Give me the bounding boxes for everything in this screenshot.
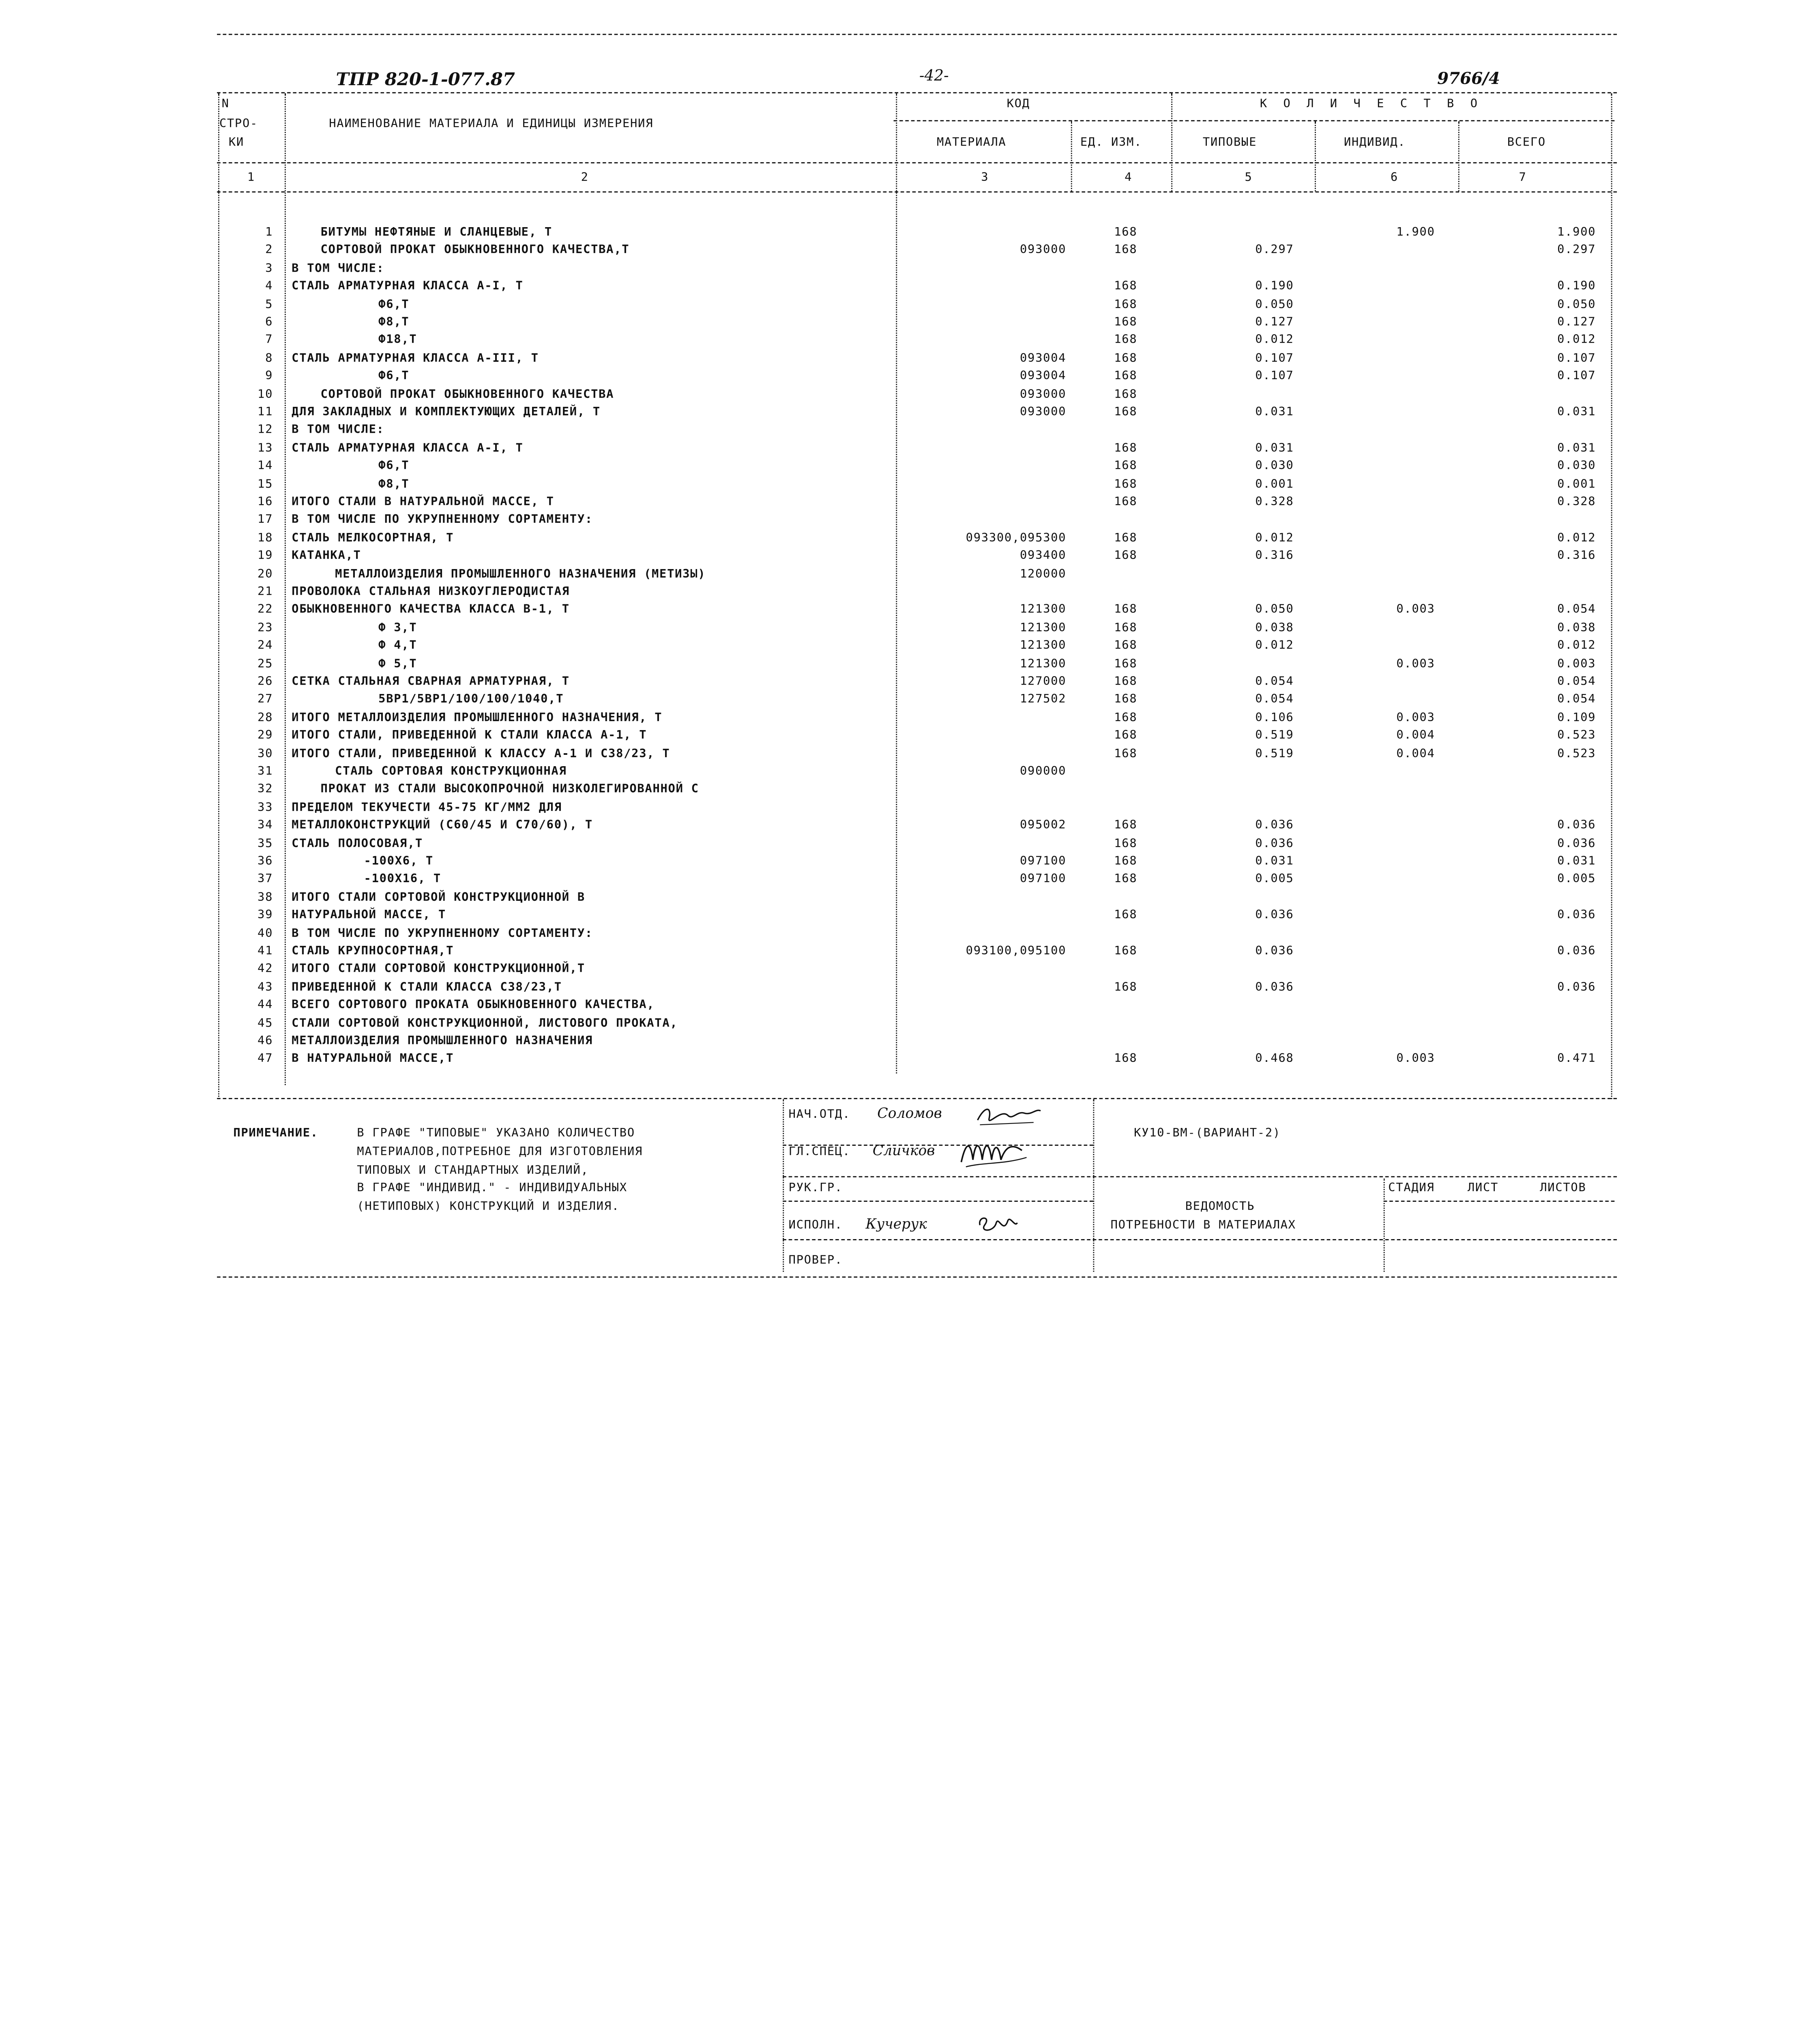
row-name: В НАТУРАЛЬНОЙ МАССЕ,Т — [292, 1053, 454, 1066]
stamp-name-gl-spec: Сличков — [872, 1142, 935, 1159]
row-name: КАТАНКА,Т — [292, 550, 361, 563]
row-unit: 168 — [1114, 442, 1138, 455]
note-line-2: МАТЕРИАЛОВ,ПОТРЕБНОЕ ДЛЯ ИЗГОТОВЛЕНИЯ — [357, 1145, 643, 1159]
row-name: НАТУРАЛЬНОЙ МАССЕ, Т — [292, 909, 446, 922]
row-unit: 168 — [1114, 460, 1138, 473]
row-total: 0.036 — [1557, 837, 1596, 850]
header-top-rule — [217, 92, 1617, 93]
row-number: 36 — [258, 855, 273, 868]
stamp-role-prover: ПРОВЕР. — [788, 1254, 843, 1268]
row-tipovye: 0.012 — [1255, 334, 1294, 347]
row-name: СЕТКА СТАЛЬНАЯ СВАРНАЯ АРМАТУРНАЯ, Т — [292, 675, 570, 689]
row-number: 47 — [258, 1053, 273, 1066]
row-number: 34 — [258, 819, 273, 832]
row-total: 0.471 — [1557, 1053, 1596, 1066]
row-tipovye: 0.036 — [1255, 981, 1294, 994]
row-name: В ТОМ ЧИСЛЕ ПО УКРУПНЕННОМУ СОРТАМЕНТУ: — [292, 927, 593, 940]
row-name: СТАЛЬ МЕЛКОСОРТНАЯ, Т — [292, 532, 454, 545]
row-individ: 0.003 — [1396, 657, 1435, 670]
row-unit: 168 — [1114, 855, 1138, 868]
row-name: Ф6,Т — [378, 460, 410, 473]
stamp-rule-5 — [783, 1239, 1617, 1240]
stamp-sep-1 — [783, 1099, 784, 1272]
row-name: ПРОКАТ ИЗ СТАЛИ ВЫСОКОПРОЧНОЙ НИЗКОЛЕГИРОВАННОЙ С — [320, 783, 699, 797]
row-name: СТАЛЬ АРМАТУРНАЯ КЛАССА А-III, Т — [292, 352, 539, 365]
row-name: Ф6,Т — [378, 298, 410, 311]
row-total: 0.316 — [1557, 550, 1596, 563]
row-name: ИТОГО СТАЛИ, ПРИВЕДЕННОЙ К КЛАССУ А-1 И С38/23, Т — [292, 747, 670, 760]
col-sep-name — [896, 93, 897, 1073]
row-number: 6 — [265, 316, 273, 329]
row-individ: 0.004 — [1396, 747, 1435, 760]
signature-nach-otd — [973, 1104, 1043, 1129]
row-number: 44 — [258, 999, 273, 1012]
row-number: 2 — [265, 244, 273, 257]
row-total: 0.012 — [1557, 532, 1596, 545]
row-total: 0.127 — [1557, 316, 1596, 329]
stamp-rule-2 — [783, 1176, 1617, 1177]
row-unit: 168 — [1114, 352, 1138, 365]
row-number: 8 — [265, 352, 273, 365]
row-number: 5 — [265, 298, 273, 311]
row-tipovye: 0.107 — [1255, 352, 1294, 365]
row-total: 0.107 — [1557, 352, 1596, 365]
row-unit: 168 — [1114, 244, 1138, 257]
row-unit: 168 — [1114, 675, 1138, 689]
row-total: 0.036 — [1557, 981, 1596, 994]
row-name: ИТОГО СТАЛИ В НАТУРАЛЬНОЙ МАССЕ, Т — [292, 496, 554, 509]
col-n-label-3: КИ — [228, 136, 244, 150]
row-name: СТАЛЬ КРУПНОСОРТНАЯ,Т — [292, 945, 454, 958]
note-line-3: ТИПОВЫХ И СТАНДАРТНЫХ ИЗДЕЛИЙ, — [357, 1164, 589, 1177]
album-number: 9766/4 — [1437, 70, 1500, 89]
row-tipovye: 0.106 — [1255, 711, 1294, 724]
note-line-1: В ГРАФЕ "ТИПОВЫЕ" УКАЗАНО КОЛИЧЕСТВО — [357, 1127, 635, 1140]
row-total: 0.031 — [1557, 442, 1596, 455]
row-name: Ф8,Т — [378, 316, 410, 329]
row-unit: 168 — [1114, 711, 1138, 724]
row-number: 29 — [258, 729, 273, 743]
row-number: 31 — [258, 765, 273, 778]
header-bottom-rule — [217, 162, 1617, 163]
row-total: 0.054 — [1557, 604, 1596, 617]
row-tipovye: 0.127 — [1255, 316, 1294, 329]
row-number: 40 — [258, 927, 273, 940]
row-number: 24 — [258, 639, 273, 653]
row-name: СТАЛЬ АРМАТУРНАЯ КЛАССА А-I, Т — [292, 280, 524, 293]
row-tipovye: 0.054 — [1255, 675, 1294, 689]
col-ed-izm-header: ЕД. ИЗМ. — [1080, 136, 1142, 150]
row-name: СТАЛЬ ПОЛОСОВАЯ,Т — [292, 837, 423, 850]
row-total: 0.107 — [1557, 370, 1596, 383]
note-line-4: В ГРАФЕ "ИНДИВИД." - ИНДИВИДУАЛЬНЫХ — [357, 1182, 627, 1195]
row-tipovye: 0.054 — [1255, 693, 1294, 707]
row-tipovye: 0.190 — [1255, 280, 1294, 293]
row-total: 0.003 — [1557, 657, 1596, 670]
stamp-sep-2 — [1093, 1099, 1094, 1272]
row-tipovye: 0.519 — [1255, 729, 1294, 743]
row-number: 41 — [258, 945, 273, 958]
row-material-code: 093000 — [1019, 388, 1067, 401]
row-number: 4 — [265, 280, 273, 293]
row-tipovye: 0.316 — [1255, 550, 1294, 563]
top-scan-line — [217, 34, 1617, 35]
row-tipovye: 0.328 — [1255, 496, 1294, 509]
row-unit: 168 — [1114, 945, 1138, 958]
stamp-rule-4 — [1384, 1201, 1615, 1202]
row-number: 42 — [258, 963, 273, 976]
row-tipovye: 0.001 — [1255, 478, 1294, 491]
row-name: Ф8,Т — [378, 478, 410, 491]
row-unit: 168 — [1114, 909, 1138, 922]
row-total: 0.036 — [1557, 819, 1596, 832]
row-unit: 168 — [1114, 981, 1138, 994]
row-tipovye: 0.031 — [1255, 406, 1294, 419]
row-unit: 168 — [1114, 478, 1138, 491]
row-number: 30 — [258, 747, 273, 760]
row-total: 0.001 — [1557, 478, 1596, 491]
row-individ: 1.900 — [1396, 226, 1435, 239]
row-tipovye: 0.036 — [1255, 945, 1294, 958]
row-tipovye: 0.297 — [1255, 244, 1294, 257]
row-name: Ф 4,Т — [378, 639, 417, 653]
row-material-code: 127000 — [1019, 675, 1067, 689]
table-bottom-rule — [217, 1098, 1617, 1099]
row-material-code: 121300 — [1019, 604, 1067, 617]
row-number: 33 — [258, 801, 273, 814]
row-unit: 168 — [1114, 280, 1138, 293]
row-total: 0.031 — [1557, 855, 1596, 868]
row-name: Ф 3,Т — [378, 621, 417, 635]
row-number: 37 — [258, 873, 273, 886]
row-individ: 0.004 — [1396, 729, 1435, 743]
row-number: 38 — [258, 891, 273, 904]
col-number-7: 7 — [1519, 171, 1527, 185]
row-material-code: 093400 — [1019, 550, 1067, 563]
row-tipovye: 0.036 — [1255, 837, 1294, 850]
row-number: 13 — [258, 442, 273, 455]
col-sep-unit — [1171, 93, 1172, 191]
row-material-code: 093300,095300 — [966, 532, 1067, 545]
row-number: 27 — [258, 693, 273, 707]
row-material-code: 093004 — [1019, 370, 1067, 383]
row-tipovye: 0.012 — [1255, 532, 1294, 545]
row-tipovye: 0.050 — [1255, 604, 1294, 617]
row-total: 0.523 — [1557, 747, 1596, 760]
row-name: ИТОГО СТАЛИ СОРТОВОЙ КОНСТРУКЦИОННОЙ,Т — [292, 963, 585, 976]
col-sep-tip — [1315, 121, 1316, 191]
row-name: Ф6,Т — [378, 370, 410, 383]
stamp-name-nach-otd: Соломов — [877, 1105, 942, 1121]
stamp-name-ispoln: Кучерук — [865, 1216, 927, 1232]
col-sep-code — [1071, 121, 1072, 191]
row-name: СОРТОВОЙ ПРОКАТ ОБЫКНОВЕННОГО КАЧЕСТВА — [320, 388, 614, 401]
row-tipovye: 0.050 — [1255, 298, 1294, 311]
row-total: 0.038 — [1557, 621, 1596, 635]
row-name: МЕТАЛЛОИЗДЕЛИЯ ПРОМЫШЛЕННОГО НАЗНАЧЕНИЯ — [292, 1035, 593, 1048]
row-unit: 168 — [1114, 532, 1138, 545]
col-n-label-2: СТРО- — [219, 118, 258, 131]
col-sep-left — [218, 93, 219, 1099]
col-material-header: МАТЕРИАЛА — [936, 136, 1007, 150]
col-name-header: НАИМЕНОВАНИЕ МАТЕРИАЛА И ЕДИНИЦЫ ИЗМЕРЕНИЯ — [329, 118, 654, 131]
row-number: 25 — [258, 657, 273, 670]
row-name: БИТУМЫ НЕФТЯНЫЕ И СЛАНЦЕВЫЕ, Т — [320, 226, 552, 239]
stamp-sep-3 — [1384, 1178, 1385, 1272]
row-material-code: 095002 — [1019, 819, 1067, 832]
row-material-code: 121300 — [1019, 639, 1067, 653]
col-n-label-1: N — [221, 98, 230, 111]
stamp-role-nach-otd: НАЧ.ОТД. — [788, 1108, 851, 1121]
row-material-code: 121300 — [1019, 657, 1067, 670]
row-name: ИТОГО МЕТАЛЛОИЗДЕЛИЯ ПРОМЫШЛЕННОГО НАЗНАЧЕНИЯ, Т — [292, 711, 663, 724]
row-unit: 168 — [1114, 496, 1138, 509]
row-material-code: 097100 — [1019, 855, 1067, 868]
stamp-role-ispoln: ИСПОЛН. — [788, 1219, 843, 1232]
col-sep-ind — [1458, 121, 1459, 191]
row-unit: 168 — [1114, 406, 1138, 419]
row-total: 0.050 — [1557, 298, 1596, 311]
row-unit: 168 — [1114, 657, 1138, 670]
row-name: СТАЛЬ СОРТОВАЯ КОНСТРУКЦИОННАЯ — [335, 765, 567, 778]
row-name: -100Х16, Т — [364, 873, 442, 886]
row-number: 35 — [258, 837, 273, 850]
col-number-5: 5 — [1245, 171, 1253, 185]
row-tipovye: 0.519 — [1255, 747, 1294, 760]
row-name: Ф 5,Т — [378, 657, 417, 670]
col-sep-n — [285, 93, 286, 1085]
numbers-bottom-rule — [217, 191, 1617, 193]
row-name: ИТОГО СТАЛИ, ПРИВЕДЕННОЙ К СТАЛИ КЛАССА А-1, Т — [292, 729, 647, 743]
row-tipovye: 0.012 — [1255, 639, 1294, 653]
col-number-2: 2 — [581, 171, 589, 185]
note-line-5: (НЕТИПОВЫХ) КОНСТРУКЦИЙ И ИЗДЕЛИЯ. — [357, 1201, 620, 1214]
row-number: 12 — [258, 424, 273, 437]
row-name: В ТОМ ЧИСЛЕ: — [292, 424, 384, 437]
row-name: ПРЕДЕЛОМ ТЕКУЧЕСТИ 45-75 КГ/ММ2 ДЛЯ — [292, 801, 562, 814]
row-tipovye: 0.031 — [1255, 855, 1294, 868]
row-unit: 168 — [1114, 370, 1138, 383]
row-number: 46 — [258, 1035, 273, 1048]
row-name: ДЛЯ ЗАКЛАДНЫХ И КОМПЛЕКТУЮЩИХ ДЕТАЛЕЙ, Т — [292, 406, 601, 419]
row-material-code: 093004 — [1019, 352, 1067, 365]
row-number: 18 — [258, 532, 273, 545]
row-material-code: 093100,095100 — [966, 945, 1067, 958]
row-tipovye: 0.468 — [1255, 1053, 1294, 1066]
row-number: 39 — [258, 909, 273, 922]
row-tipovye: 0.038 — [1255, 621, 1294, 635]
row-name: В ТОМ ЧИСЛЕ: — [292, 262, 384, 275]
stamp-stadia: СТАДИЯ — [1388, 1182, 1435, 1195]
col-tipovye-header: ТИПОВЫЕ — [1202, 136, 1257, 150]
row-total: 0.054 — [1557, 693, 1596, 707]
row-unit: 168 — [1114, 747, 1138, 760]
row-total: 0.190 — [1557, 280, 1596, 293]
row-unit: 168 — [1114, 621, 1138, 635]
row-total: 1.900 — [1557, 226, 1596, 239]
row-unit: 168 — [1114, 316, 1138, 329]
row-number: 45 — [258, 1017, 273, 1030]
row-name: -100Х6, Т — [364, 855, 434, 868]
stamp-list: ЛИСТ — [1467, 1182, 1499, 1195]
stamp-role-ruk-gr: РУК.ГР. — [788, 1182, 843, 1195]
row-name: ИТОГО СТАЛИ СОРТОВОЙ КОНСТРУКЦИОННОЙ В — [292, 891, 585, 904]
stamp-rule-3 — [783, 1201, 1093, 1202]
row-unit: 168 — [1114, 639, 1138, 653]
row-unit: 168 — [1114, 693, 1138, 707]
row-number: 20 — [258, 567, 273, 581]
row-tipovye: 0.036 — [1255, 909, 1294, 922]
col-number-1: 1 — [247, 171, 255, 185]
col-sep-right — [1611, 93, 1612, 1099]
row-tipovye: 0.036 — [1255, 819, 1294, 832]
row-individ: 0.003 — [1396, 1053, 1435, 1066]
row-name: СТАЛИ СОРТОВОЙ КОНСТРУКЦИОННОЙ, ЛИСТОВОГО ПРОКАТА, — [292, 1017, 678, 1030]
row-name: 5ВР1/5ВР1/100/100/1040,Т — [378, 693, 564, 707]
row-name: Ф18,Т — [378, 334, 417, 347]
row-number: 10 — [258, 388, 273, 401]
row-name: ПРОВОЛОКА СТАЛЬНАЯ НИЗКОУГЛЕРОДИСТАЯ — [292, 586, 570, 599]
row-number: 32 — [258, 783, 273, 797]
row-name: МЕТАЛЛОИЗДЕЛИЯ ПРОМЫШЛЕННОГО НАЗНАЧЕНИЯ (МЕТИЗЫ) — [335, 567, 706, 581]
row-individ: 0.003 — [1396, 711, 1435, 724]
row-tipovye: 0.107 — [1255, 370, 1294, 383]
row-material-code: 093000 — [1019, 244, 1067, 257]
row-number: 22 — [258, 604, 273, 617]
row-unit: 168 — [1114, 298, 1138, 311]
row-total: 0.012 — [1557, 334, 1596, 347]
signature-gl-spec — [957, 1134, 1031, 1174]
sheet-bottom-rule — [217, 1276, 1617, 1278]
row-unit: 168 — [1114, 226, 1138, 239]
row-name: В ТОМ ЧИСЛЕ ПО УКРУПНЕННОМУ СОРТАМЕНТУ: — [292, 513, 593, 527]
row-unit: 168 — [1114, 873, 1138, 886]
row-number: 21 — [258, 586, 273, 599]
row-total: 0.297 — [1557, 244, 1596, 257]
row-number: 43 — [258, 981, 273, 994]
row-name: ОБЫКНОВЕННОГО КАЧЕСТВА КЛАССА В-1, Т — [292, 604, 570, 617]
row-name: СОРТОВОЙ ПРОКАТ ОБЫКНОВЕННОГО КАЧЕСТВА,Т — [320, 244, 630, 257]
row-unit: 168 — [1114, 334, 1138, 347]
doc-code: ТПР 820-1-077.87 — [336, 69, 515, 90]
stamp-title-1: ВЕДОМОСТЬ — [1185, 1201, 1255, 1214]
row-material-code: 120000 — [1019, 567, 1067, 581]
row-tipovye: 0.030 — [1255, 460, 1294, 473]
row-number: 17 — [258, 513, 273, 527]
row-total: 0.523 — [1557, 729, 1596, 743]
row-number: 1 — [265, 226, 273, 239]
col-kolichestvo-header: К О Л И Ч Е С Т В О — [1260, 98, 1482, 111]
row-number: 7 — [265, 334, 273, 347]
row-total: 0.036 — [1557, 945, 1596, 958]
row-name: СТАЛЬ АРМАТУРНАЯ КЛАССА А-I, Т — [292, 442, 524, 455]
row-unit: 168 — [1114, 837, 1138, 850]
row-material-code: 093000 — [1019, 406, 1067, 419]
row-total: 0.030 — [1557, 460, 1596, 473]
row-unit: 168 — [1114, 819, 1138, 832]
row-material-code: 121300 — [1019, 621, 1067, 635]
row-number: 3 — [265, 262, 273, 275]
row-number: 9 — [265, 370, 273, 383]
stamp-title-2: ПОТРЕБНОСТИ В МАТЕРИАЛАХ — [1110, 1219, 1296, 1232]
row-tipovye: 0.031 — [1255, 442, 1294, 455]
row-unit: 168 — [1114, 729, 1138, 743]
row-material-code: 097100 — [1019, 873, 1067, 886]
row-unit: 168 — [1114, 388, 1138, 401]
row-name: ВСЕГО СОРТОВОГО ПРОКАТА ОБЫКНОВЕННОГО КАЧЕСТВА, — [292, 999, 655, 1012]
row-total: 0.005 — [1557, 873, 1596, 886]
row-number: 16 — [258, 496, 273, 509]
note-title: ПРИМЕЧАНИЕ. — [233, 1127, 318, 1140]
page-number: -42- — [919, 67, 949, 85]
col-vsego-header: ВСЕГО — [1507, 136, 1546, 150]
row-number: 28 — [258, 711, 273, 724]
row-total: 0.012 — [1557, 639, 1596, 653]
row-unit: 168 — [1114, 604, 1138, 617]
row-individ: 0.003 — [1396, 604, 1435, 617]
row-tipovye: 0.005 — [1255, 873, 1294, 886]
header-mid-rule — [894, 120, 1615, 121]
row-number: 19 — [258, 550, 273, 563]
row-unit: 168 — [1114, 1053, 1138, 1066]
row-material-code: 127502 — [1019, 693, 1067, 707]
stamp-project-code: КУ10-ВМ-(ВАРИАНТ-2) — [1134, 1127, 1281, 1140]
row-number: 11 — [258, 406, 273, 419]
col-kod-header: КОД — [1007, 98, 1030, 111]
col-number-6: 6 — [1391, 171, 1399, 185]
col-number-4: 4 — [1125, 171, 1133, 185]
signature-ispoln — [973, 1211, 1019, 1239]
row-name: ПРИВЕДЕННОЙ К СТАЛИ КЛАССА С38/23,Т — [292, 981, 562, 994]
row-unit: 168 — [1114, 550, 1138, 563]
row-total: 0.109 — [1557, 711, 1596, 724]
stamp-listov: ЛИСТОВ — [1540, 1182, 1586, 1195]
row-material-code: 090000 — [1019, 765, 1067, 778]
row-total: 0.328 — [1557, 496, 1596, 509]
row-number: 14 — [258, 460, 273, 473]
row-number: 23 — [258, 621, 273, 635]
row-total: 0.054 — [1557, 675, 1596, 689]
row-total: 0.036 — [1557, 909, 1596, 922]
col-individ-header: ИНДИВИД. — [1344, 136, 1406, 150]
row-total: 0.031 — [1557, 406, 1596, 419]
col-number-3: 3 — [981, 171, 989, 185]
row-name: МЕТАЛЛОКОНСТРУКЦИЙ (С60/45 И С70/60), Т — [292, 819, 593, 832]
row-number: 15 — [258, 478, 273, 491]
row-number: 26 — [258, 675, 273, 689]
stamp-role-gl-spec: ГЛ.СПЕЦ. — [788, 1145, 851, 1159]
